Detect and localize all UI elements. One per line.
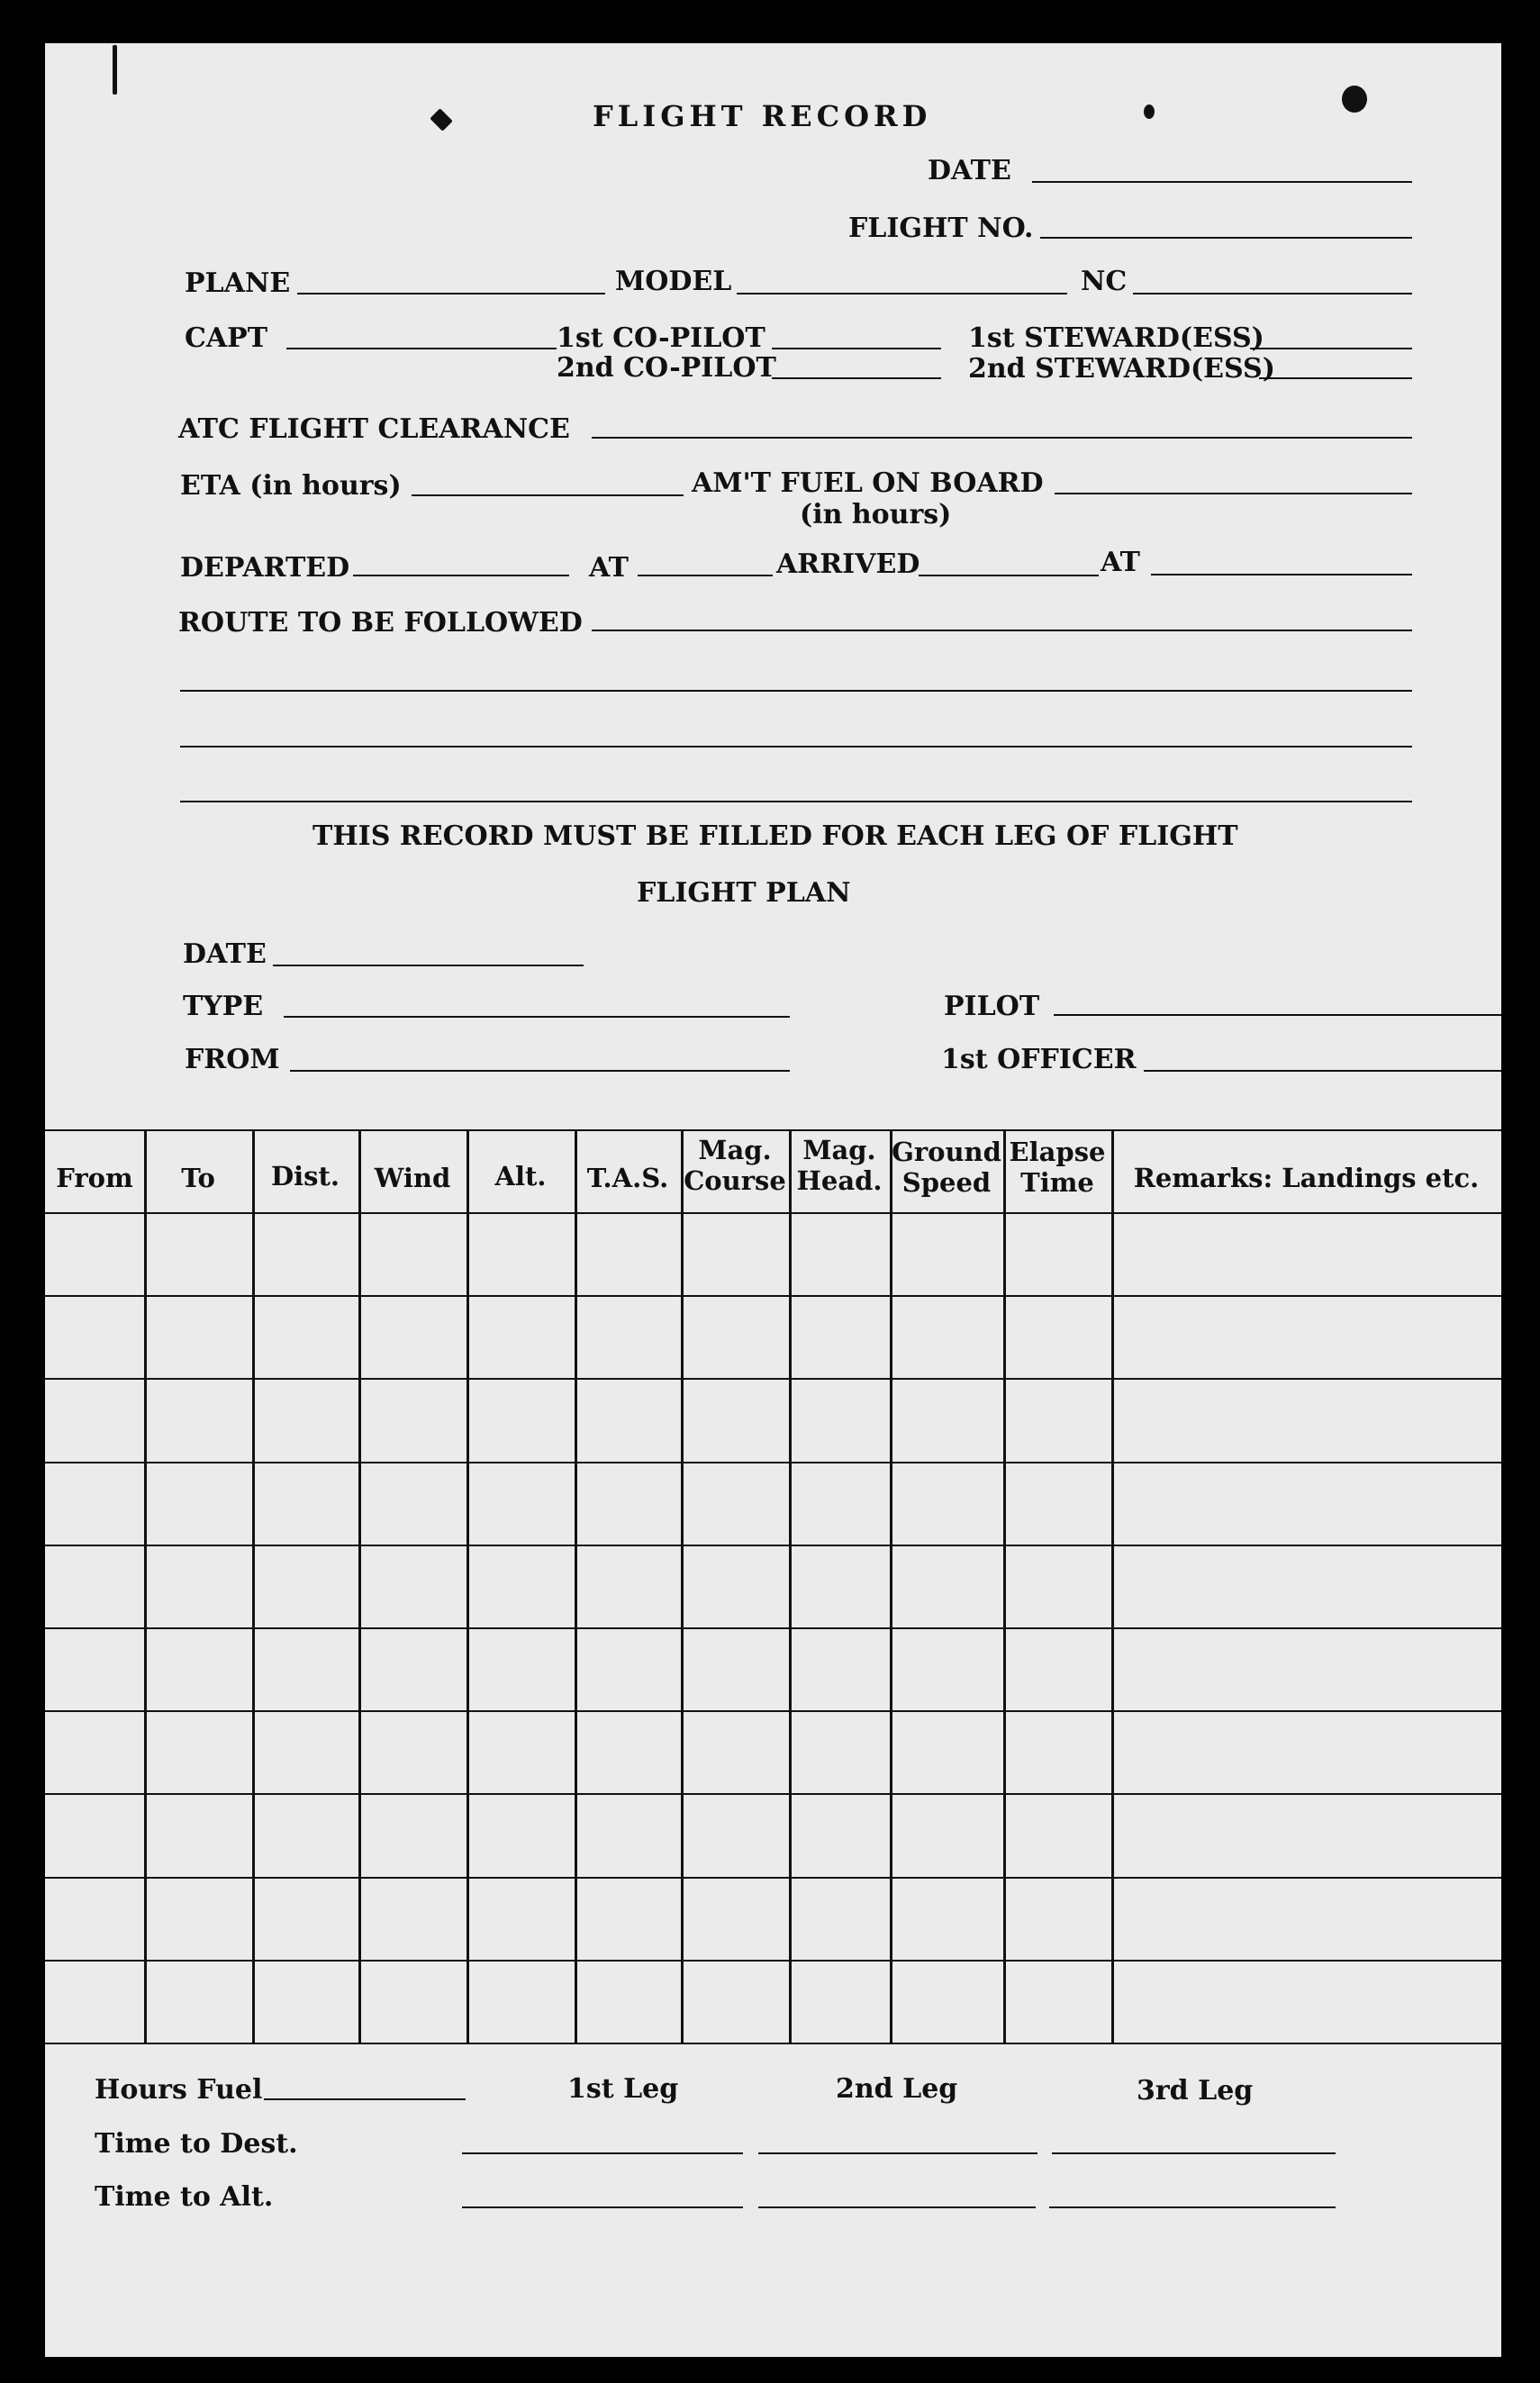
hours-fuel-label: Hours Fuel xyxy=(95,2074,263,2106)
table-row[interactable] xyxy=(45,1462,1501,1545)
time-to-alt-label: Time to Alt. xyxy=(95,2181,274,2213)
model-field[interactable] xyxy=(737,293,1067,294)
plan-pilot-field[interactable] xyxy=(1054,1014,1501,1016)
table-top-border xyxy=(45,1129,1501,1131)
ink-mark xyxy=(1144,104,1155,119)
table-row[interactable] xyxy=(45,1710,1501,1793)
flight-no-field[interactable] xyxy=(1040,237,1412,239)
route-line-3[interactable] xyxy=(180,746,1412,748)
atc-field[interactable] xyxy=(592,437,1412,439)
arrived-field[interactable] xyxy=(919,575,1099,576)
atc-label: ATC FLIGHT CLEARANCE xyxy=(178,413,570,445)
model-label: MODEL xyxy=(615,266,732,297)
leg1-label: 1st Leg xyxy=(567,2073,679,2105)
table-row[interactable] xyxy=(45,1545,1501,1627)
plan-officer-label: 1st OFFICER xyxy=(941,1044,1137,1075)
dest-leg3-field[interactable] xyxy=(1052,2152,1336,2154)
fuel-label: AM'T FUEL ON BOARD xyxy=(692,467,1044,499)
eta-field[interactable] xyxy=(412,494,684,496)
leg3-label: 3rd Leg xyxy=(1137,2075,1254,2107)
nc-label: NC xyxy=(1081,266,1128,297)
col-header-ground-speed: Ground Speed xyxy=(892,1137,1001,1198)
plane-field[interactable] xyxy=(297,293,605,294)
fuel-field[interactable] xyxy=(1055,493,1412,494)
table-row[interactable] xyxy=(45,1793,1501,1876)
arrived-label: ARRIVED xyxy=(776,548,920,580)
plan-from-field[interactable] xyxy=(290,1070,790,1072)
table-row[interactable] xyxy=(45,1877,1501,1960)
fuel-sub-label: (in hours) xyxy=(800,499,952,530)
capt-field[interactable] xyxy=(286,348,557,349)
alt-leg2-field[interactable] xyxy=(758,2206,1036,2208)
copilot1-field[interactable] xyxy=(772,348,941,349)
col-header-mag-head: Mag. Head. xyxy=(796,1135,883,1196)
capt-label: CAPT xyxy=(185,322,268,354)
ink-mark xyxy=(113,45,117,95)
route-field[interactable] xyxy=(592,630,1412,631)
nc-field[interactable] xyxy=(1133,293,1412,294)
notice-text: THIS RECORD MUST BE FILLED FOR EACH LEG OF FLIGHT xyxy=(313,820,1238,852)
flight-no-label: FLIGHT NO. xyxy=(848,213,1034,244)
plan-type-label: TYPE xyxy=(183,991,264,1022)
alt-leg1-field[interactable] xyxy=(462,2206,743,2208)
col-header-dist: Dist. xyxy=(271,1161,340,1192)
table-row[interactable] xyxy=(45,1295,1501,1378)
steward2-field[interactable] xyxy=(1259,377,1412,379)
route-line-4[interactable] xyxy=(180,801,1412,802)
table-row[interactable] xyxy=(45,1378,1501,1461)
plane-label: PLANE xyxy=(185,267,291,299)
hours-fuel-field[interactable] xyxy=(264,2098,466,2100)
eta-label: ETA (in hours) xyxy=(180,470,402,502)
time-to-dest-label: Time to Dest. xyxy=(95,2128,298,2160)
plan-date-label: DATE xyxy=(183,938,267,970)
steward1-field[interactable] xyxy=(1250,348,1412,349)
departed-at-label: AT xyxy=(589,552,629,584)
table-row-divider xyxy=(45,2043,1501,2044)
table-row[interactable] xyxy=(45,1212,1501,1295)
plan-officer-field[interactable] xyxy=(1144,1070,1501,1072)
flight-plan-title: FLIGHT PLAN xyxy=(637,877,851,909)
alt-leg3-field[interactable] xyxy=(1049,2206,1336,2208)
arrived-at-label: AT xyxy=(1101,547,1140,578)
steward1-label: 1st STEWARD(ESS) xyxy=(968,322,1264,354)
col-header-wind: Wind xyxy=(374,1163,451,1193)
col-header-from: From xyxy=(56,1163,133,1193)
plan-from-label: FROM xyxy=(185,1044,280,1075)
copilot2-label: 2nd CO-PILOT xyxy=(557,352,776,384)
dest-leg2-field[interactable] xyxy=(758,2152,1037,2154)
col-header-remarks: Remarks: Landings etc. xyxy=(1133,1163,1480,1193)
route-line-2[interactable] xyxy=(180,690,1412,692)
departed-label: DEPARTED xyxy=(180,552,350,584)
col-header-mag-course: Mag. Course xyxy=(684,1135,786,1196)
ink-blot xyxy=(1342,86,1367,113)
arrived-at-field[interactable] xyxy=(1151,574,1412,575)
route-label: ROUTE TO BE FOLLOWED xyxy=(178,607,583,639)
dest-leg1-field[interactable] xyxy=(462,2152,743,2154)
table-row[interactable] xyxy=(45,1627,1501,1710)
plan-date-field[interactable] xyxy=(273,965,584,966)
steward2-label: 2nd STEWARD(ESS) xyxy=(968,353,1275,385)
date-label: DATE xyxy=(928,155,1011,186)
departed-field[interactable] xyxy=(353,575,569,576)
copilot1-label: 1st CO-PILOT xyxy=(557,322,765,354)
col-header-alt: Alt. xyxy=(494,1161,547,1192)
col-header-to: To xyxy=(181,1163,215,1193)
plan-type-field[interactable] xyxy=(284,1016,790,1018)
table-row[interactable] xyxy=(45,1960,1501,2043)
plan-pilot-label: PILOT xyxy=(944,991,1040,1022)
form-title: FLIGHT RECORD xyxy=(593,99,932,133)
col-header-tas: T.A.S. xyxy=(586,1163,669,1193)
leg2-label: 2nd Leg xyxy=(836,2073,958,2105)
col-header-elapse-time: Elapse Time xyxy=(1009,1137,1106,1198)
copilot2-field[interactable] xyxy=(772,377,941,379)
departed-at-field[interactable] xyxy=(638,575,773,576)
date-field[interactable] xyxy=(1032,181,1412,183)
